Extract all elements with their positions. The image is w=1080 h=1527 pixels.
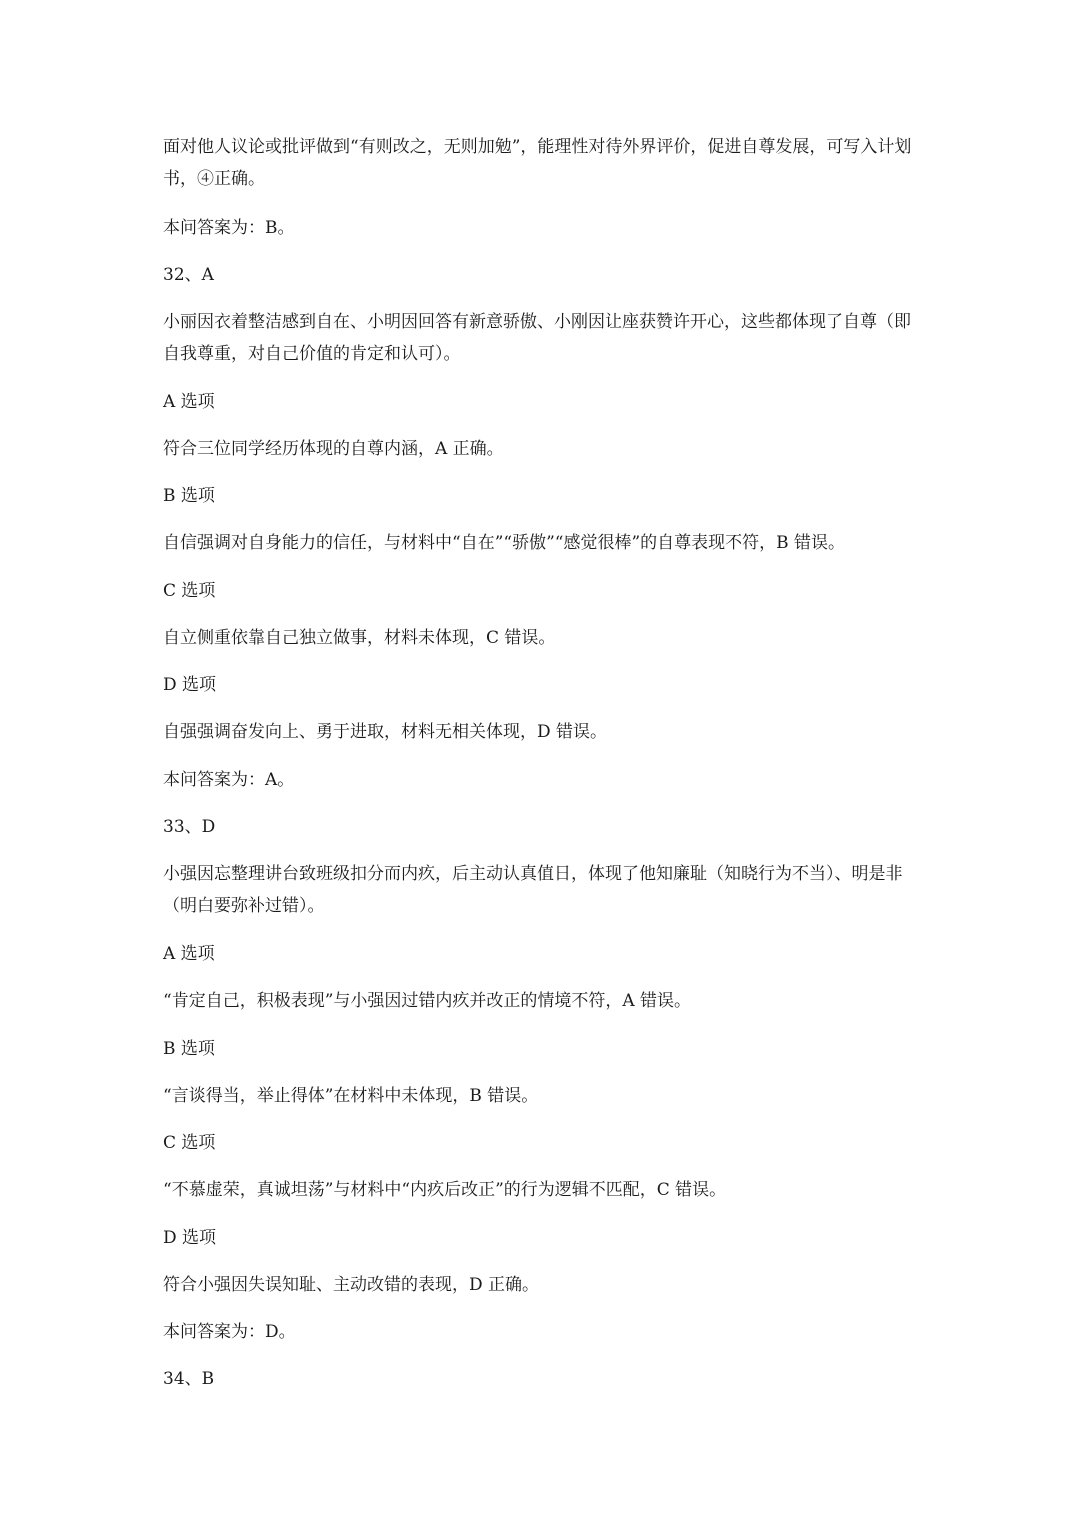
option-text-c-32: 自立侧重依靠自己独立做事，材料未体现，C 错误。 bbox=[163, 628, 556, 648]
question-heading-34: 34、B bbox=[163, 1369, 215, 1389]
option-text-d-32: 自强强调奋发向上、勇于进取，材料无相关体现，D 错误。 bbox=[163, 722, 608, 742]
option-text-c-33: “不慕虚荣，真诚坦荡”与材料中“内疚后改正”的行为逻辑不匹配，C 错误。 bbox=[163, 1180, 727, 1200]
paragraph-explanation-4: 面对他人议论或批评做到“有则改之，无则加勉”，能理性对待外界评价，促进自尊发展，可写入计划书，④正确。 bbox=[163, 137, 912, 189]
option-label-d-33: D 选项 bbox=[163, 1228, 217, 1248]
answer-line-33: 本问答案为：D。 bbox=[163, 1322, 296, 1342]
option-text-b-32: 自信强调对自身能力的信任，与材料中“自在”“骄傲”“感觉很棒”的自尊表现不符，B 错误。 bbox=[163, 533, 846, 553]
option-label-b-32: B 选项 bbox=[163, 486, 215, 506]
option-text-b-33: “言谈得当，举止得体”在材料中未体现，B 错误。 bbox=[163, 1086, 539, 1106]
option-text-d-33: 符合小强因失误知耻、主动改错的表现，D 正确。 bbox=[163, 1275, 540, 1295]
option-label-c-33: C 选项 bbox=[163, 1133, 216, 1153]
option-label-a-33: A 选项 bbox=[163, 944, 215, 964]
paragraph-analysis-33: 小强因忘整理讲台致班级扣分而内疚，后主动认真值日，体现了他知廉耻（知晓行为不当）、明是非（明白要弥补过错）。 bbox=[163, 864, 903, 916]
option-label-b-33: B 选项 bbox=[163, 1039, 215, 1059]
paragraph-analysis-32: 小丽因衣着整洁感到自在、小明因回答有新意骄傲、小刚因让座获赞许开心，这些都体现了自尊（即自我尊重，对自己价值的肯定和认可）。 bbox=[163, 312, 911, 364]
option-text-a-32: 符合三位同学经历体现的自尊内涵，A 正确。 bbox=[163, 439, 504, 459]
option-label-a-32: A 选项 bbox=[163, 392, 215, 412]
option-label-d-32: D 选项 bbox=[163, 675, 217, 695]
question-heading-32: 32、A bbox=[163, 265, 214, 285]
option-label-c-32: C 选项 bbox=[163, 581, 216, 601]
question-heading-33: 33、D bbox=[163, 817, 216, 837]
answer-line-31: 本问答案为：B。 bbox=[163, 218, 295, 238]
answer-line-32: 本问答案为：A。 bbox=[163, 770, 295, 790]
option-text-a-33: “肯定自己，积极表现”与小强因过错内疚并改正的情境不符，A 错误。 bbox=[163, 991, 692, 1011]
